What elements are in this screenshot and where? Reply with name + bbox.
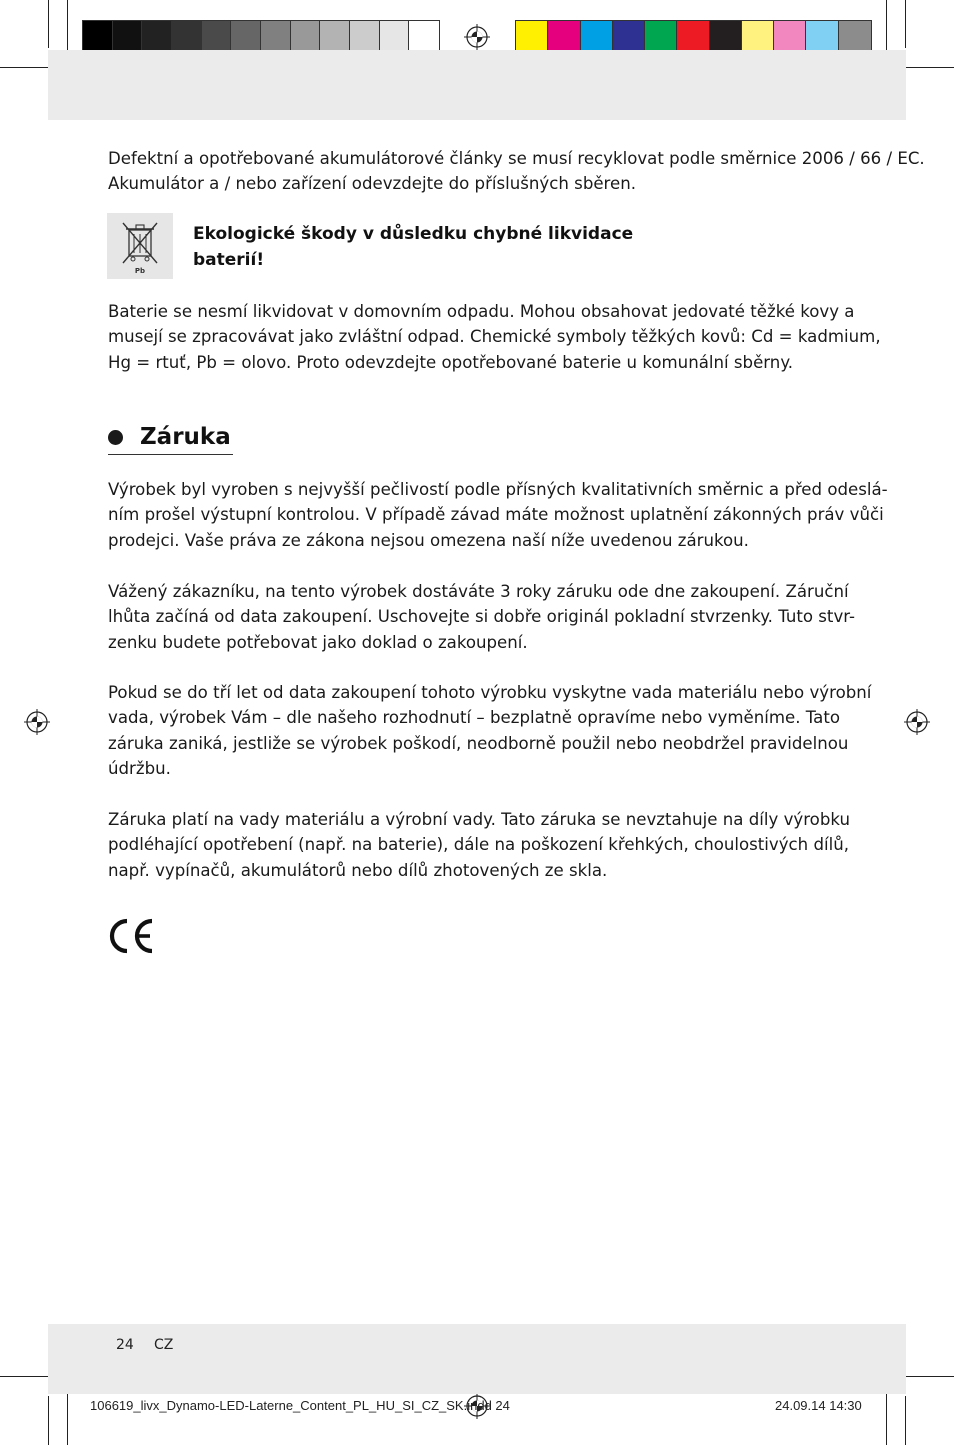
slug-date: 24.09.14 14:30 bbox=[775, 1398, 862, 1413]
text-line: Hg = rtuť, Pb = olovo. Proto odevzdejte opotřebované baterie u komunální sběrny. bbox=[108, 352, 794, 372]
intro-paragraph bbox=[108, 146, 925, 197]
text-line: údržbu. bbox=[108, 759, 171, 779]
text-line: záruka zaniká, jestliže se výrobek poškodí, neodborně použil nebo neobdržel pravidelnou bbox=[108, 733, 849, 753]
text-line: ním prošel výstupní kontrolou. V případě závad máte možnost uplatnění zákonných práv vůči bbox=[108, 505, 884, 525]
text-line: zenku budete potřebovat jako doklad o zakoupení. bbox=[108, 632, 528, 652]
bullet-dot-icon bbox=[108, 430, 123, 445]
warranty-paragraph-2 bbox=[108, 579, 856, 655]
text-line: Výrobek byl vyroben s nejvyšší pečlivostí podle přísných kvalitativních směrnic a před odeslá- bbox=[108, 480, 888, 499]
text-line: prodejci. Vaše práva ze zákona nejsou omezena naší níže uvedenou zárukou. bbox=[108, 530, 749, 550]
section-heading bbox=[108, 420, 233, 455]
color-swatch bbox=[742, 21, 774, 52]
crop-mark bbox=[0, 67, 52, 68]
battery-paragraph bbox=[108, 299, 881, 375]
text-line: musejí se zpracovávat jako zvláštní odpad. Chemické symboly těžkých kovů: Cd = kadmium, bbox=[108, 327, 881, 347]
color-swatch bbox=[677, 21, 709, 52]
color-swatch bbox=[142, 21, 172, 52]
registration-mark-icon bbox=[24, 709, 50, 735]
text-line: podléhající opotřebení (např. na baterie), dále na poškození křehkých, choulostivých dílů, bbox=[108, 835, 850, 855]
color-swatch bbox=[516, 21, 548, 52]
color-swatch bbox=[83, 21, 113, 52]
crop-mark bbox=[902, 1376, 954, 1377]
color-swatch bbox=[710, 21, 742, 52]
color-swatch bbox=[261, 21, 291, 52]
crop-mark bbox=[886, 1393, 887, 1445]
text-line: Záruka platí na vady materiálu a výrobní vady. Tato záruka se nevztahuje na díly výrobku bbox=[108, 810, 850, 829]
cmyk-color-bar bbox=[515, 20, 872, 53]
crop-mark bbox=[905, 0, 906, 48]
footer-band bbox=[48, 1324, 906, 1394]
slug-filename: 106619_livx_Dynamo-LED-Laterne_Content_PL_HU_SI_CZ_SK.indd 24 bbox=[90, 1398, 510, 1413]
warning-title bbox=[193, 221, 633, 273]
page-number: 24 bbox=[116, 1337, 134, 1353]
color-swatch bbox=[548, 21, 580, 52]
color-swatch bbox=[172, 21, 202, 52]
text-line: Baterie se nesmí likvidovat v domovním odpadu. Mohou obsahovat jedovaté těžké kovy a bbox=[108, 302, 855, 321]
text-line: Akumulátor a / nebo zařízení odevzdejte do příslušných sběren. bbox=[108, 174, 637, 194]
warranty-paragraph-1 bbox=[108, 477, 888, 553]
grayscale-color-bar bbox=[82, 20, 440, 53]
color-swatch bbox=[409, 21, 439, 52]
color-swatch bbox=[231, 21, 261, 52]
color-swatch bbox=[320, 21, 350, 52]
color-swatch bbox=[380, 21, 410, 52]
language-code: CZ bbox=[154, 1337, 174, 1353]
color-swatch bbox=[645, 21, 677, 52]
color-swatch bbox=[291, 21, 321, 52]
crossed-out-bin-pb-icon bbox=[107, 213, 173, 279]
pb-label: Pb bbox=[134, 267, 146, 275]
crop-mark bbox=[67, 0, 68, 52]
ce-mark-icon bbox=[107, 917, 155, 955]
color-swatch bbox=[806, 21, 838, 52]
color-swatch bbox=[113, 21, 143, 52]
color-swatch bbox=[839, 21, 871, 52]
color-swatch bbox=[202, 21, 232, 52]
text-line: baterií! bbox=[193, 250, 265, 270]
crop-mark bbox=[0, 1376, 52, 1377]
text-line: Ekologické škody v důsledku chybné likvidace bbox=[193, 224, 634, 244]
text-line: lhůta začíná od data zakoupení. Uschovejte si dobře originál pokladní stvrzenky. Tuto stvr- bbox=[108, 607, 856, 627]
text-line: např. vypínačů, akumulátorů nebo dílů zhotovených ze skla. bbox=[108, 860, 608, 880]
crop-mark bbox=[886, 0, 887, 52]
text-line: Pokud se do tří let od data zakoupení tohoto výrobku vyskytne vada materiálu nebo výrobní bbox=[108, 683, 872, 702]
crop-mark bbox=[48, 1396, 49, 1445]
registration-mark-icon bbox=[904, 709, 930, 735]
color-swatch bbox=[613, 21, 645, 52]
text-line: vada, výrobek Vám – dle našeho rozhodnutí – bezplatně opravíme nebo vyměníme. Tato bbox=[108, 708, 840, 728]
color-swatch bbox=[774, 21, 806, 52]
header-band bbox=[48, 50, 906, 120]
color-swatch bbox=[350, 21, 380, 52]
registration-mark-icon bbox=[464, 24, 490, 50]
text-line: Defektní a opotřebované akumulátorové články se musí recyklovat podle směrnice 2006 / 66 / EC. bbox=[108, 149, 925, 168]
crop-mark bbox=[902, 67, 954, 68]
warranty-paragraph-3 bbox=[108, 680, 872, 782]
text-line: Vážený zákazníku, na tento výrobek dostáváte 3 roky záruku ode dne zakoupení. Záruční bbox=[108, 582, 849, 601]
section-title: Záruka bbox=[140, 424, 231, 450]
warranty-paragraph-4 bbox=[108, 807, 853, 883]
crop-mark bbox=[67, 1393, 68, 1445]
crop-mark bbox=[905, 1396, 906, 1445]
crop-mark bbox=[48, 0, 49, 48]
color-swatch bbox=[581, 21, 613, 52]
warning-icon-box bbox=[107, 213, 173, 279]
